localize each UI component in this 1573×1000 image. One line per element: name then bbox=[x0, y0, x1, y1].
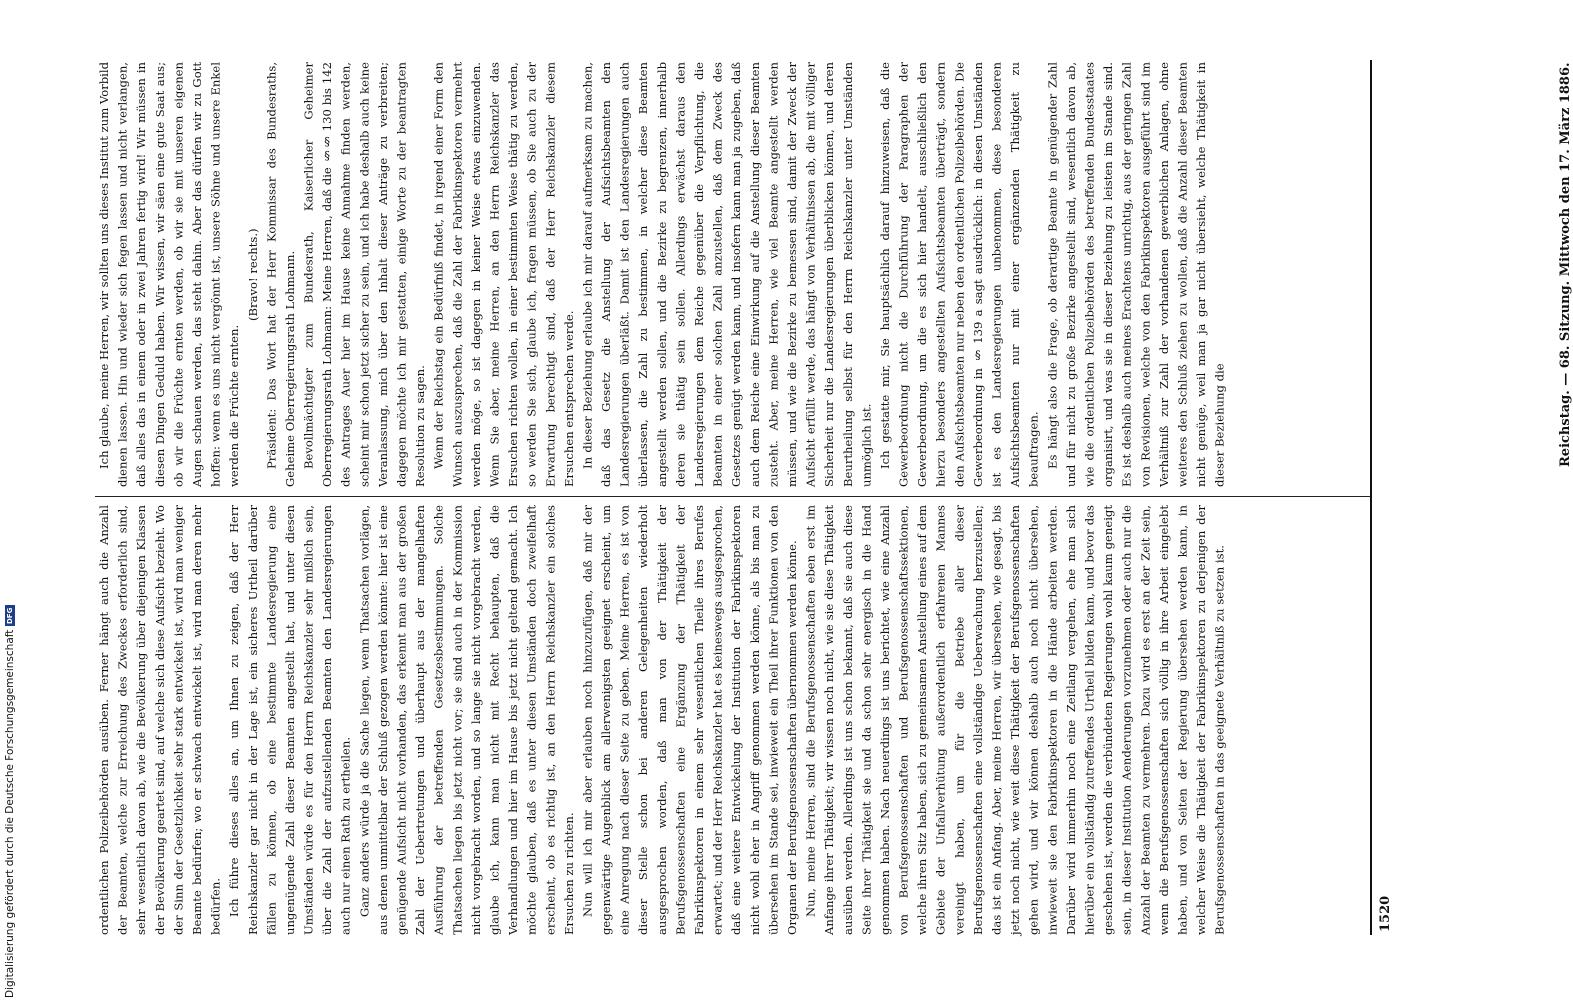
left-paragraph: Bevollmächtigter zum Bundesrath, Kaiserlicher Geheimer Oberregierungsrath Lohmann: Meine Herren, daß die §§ 130 bis 142 des Antrages Auer hier im Hause keine Annahme finden werden, scheint mir schon jetzt sicher zu sein, und ich habe deshalb auch keine Veranlassung, mich über den Inhalt dieser Anträge zu verbreiten; dagegen möchte ich mir gestatten, einige Worte zu der beantragten Resolution zu sagen. bbox=[301, 62, 428, 487]
left-paragraph: Wenn der Reichstag ein Bedürfniß findet, in irgend einer Form den Wunsch auszusprechen, daß die Zahl der Fabrikinspektoren vermehrt werden möge, so ist dagegen in keiner Weise etwas einzuwenden. Wenn Sie aber, meine Herren, an den Herrn Reichskanzler das Ersuchen richten wollen, in einer bestimmten Weise thätig zu werden, so werden Sie sich, glaube ich, fragen müssen, ob Sie auch zu der Erwartung berechtigt sind, daß der Herr Reichskanzler diesem Ersuchen entsprechen werde. bbox=[431, 62, 576, 487]
left-paragraph: (Bravo! rechts.) bbox=[245, 228, 260, 321]
header-page-number: 1520 bbox=[1378, 895, 1393, 932]
left-paragraph: Ich gestatte mir, Sie hauptsächlich darauf hinzuweisen, daß die Gewerbeordnung nicht die Durchführung der Paragraphen der Gewerbeordnung, um die es sich hier handelt, ausschließlich den hierzu besonders angestellten Aufsichtsbeamten überträgt, sondern den Aufsichtsbeamten nur neben den ordentlichen Polizeibehörden. Die Gewerbeordnung in § 139 a sagt ausdrücklich: in diesen Umständen ist es den Landesregierungen unbenommen, diese besonderen Aufsichtsbeamten nur mit einer ergänzenden Thätigkeit zu beauftragen. bbox=[877, 62, 1041, 487]
right-paragraph: Nun will ich mir aber erlauben noch hinzuzufügen, daß mir der gegenwärtige Augenblick am allerwenigsten geeignet erscheint, um eine Anregung nach dieser Seite zu geben. Meine Herren, es ist von dieser Stelle schon bei anderen Gelegenheiten wiederholt ausgesprochen worden, daß man von der Thätigkeit der Berufsgenossenschaften eine Ergänzung der Thätigkeit der Fabrikinspektoren in einem sehr wesentlichen Theile ihres Berufes erwartet; und der Herr Reichskanzler hat es keineswegs ausgesprochen, daß eine weitere Entwickelung der Institution der Fabrikinspektoren nicht wohl eher in Angriff genommen werden könne, als bis man zu übersehen im Stande sei, inwieweit ein Theil ihrer Funktionen von den Organen der Berufsgenossenschaften übernommen werden könne. bbox=[580, 505, 799, 935]
header-rule-line bbox=[1370, 60, 1372, 935]
footer-credit-vertical bbox=[2, 598, 18, 998]
right-column-text bbox=[95, 505, 1375, 935]
right-paragraph: Nun, meine Herren, sind die Berufsgenossenschaften eben erst im Anfange ihrer Thätigkeit; wir wissen noch nicht, wie sie diese Thätigkeit ausüben werden. Allerdings ist uns schon bekannt, daß sie auch diese Seite ihrer Thätigkeit sie und da schon sehr energisch in die Hand genommen haben. Nach neuerdings ist uns berichtet, wie eine Anzahl von Berufsgenossenschaften und Berufsgenossenschaftssektionen, welche ihren Sitz haben, sich zu gemeinsamen Anstellung eines auf dem Gebiete der Unfallverhütung außerordentlich erfahrenen Mannes vereinigt haben, um für die Betriebe aller dieser Berufsgenossenschaften eine vollständige Ueberwachung herzustellen; das ist ein Anfang. Aber, meine Herren, wir übersehen, wie gesagt, bis jetzt noch nicht, wie weit diese Thätigkeit der Berufsgenossenschaften gehen wird, und wir können deshalb auch noch nicht übersehen, inwieweit sie den Fabrikinspektoren in die Hände arbeiten werden. Darüber wird immerhin noch eine Zeitlang vergehen, ehe man sich hierüber ein vollständig zutreffendes Urtheil bilden kann, und bevor das geschehen ist, werden die verbündeten Regierungen wohl kaum geneigt sein, in dieser Institution Aenderungen vorzunehmen oder auch nur die Anzahl der Beamten zu vermehren. Dazu wird es erst an der Zeit sein, wenn die Berufsgenossenschaften sich völlig in ihre Arbeit eingelebt haben, und von Seiten der Regierung übersehen werden kann, in welcher Weise die Thätigkeit der Fabrikinspektoren zu derjenigen der Berufsgenossenschaften in das geeignete Verhältniß zu setzen ist. bbox=[803, 505, 1227, 935]
right-paragraph: Ich führe dieses alles an, um Ihnen zu zeigen, daß der Herr Reichskanzler gar nicht in der Lage ist, ein sicheres Urtheil darüber fällen zu können, ob eine bestimmte Landesregierung eine ungenügende Zahl dieser Beamten angestellt hat, und unter diesen Umständen würde es für den Herrn Reichskanzler sehr mißlich sein, über die Zahl der aufzustellenden Beamten den Landesregierungen auch nur einen Rath zu ertheilen. bbox=[227, 505, 353, 935]
footer-credit-text: Digitalisierung gefördert durch die Deutsche Forschungsgemeinschaft bbox=[4, 629, 16, 998]
left-paragraph: In dieser Beziehung erlaube ich mir darauf aufmerksam zu machen, daß das Gesetz die Anstellung der Aufsichtsbeamten den Landesregierungen überläßt. Damit ist den Landesregierungen auch überlassen, die Zahl zu bestimmen, in welcher diese Beamten angestellt werden sollen, und die Bezirke zu begrenzen, innerhalb deren sie thätig sein sollen. Allerdings erwächst daraus den Landesregierungen dem Reiche gegenüber die Verpflichtung, die Beamten in einer solchen Zahl anzustellen, daß dem Zweck des Gesetzes genügt werden kann, und insofern kann man ja zugeben, daß auch dem Reiche eine Einwirkung auf die Anstellung dieser Beamten zusteht. Aber, meine Herren, wie viel Beamte angestellt werden müssen, und wie die Bezirke zu bemessen sind, damit der Zweck der Aufsicht erfüllt werde, das hängt von Verhältnissen ab, die mit völliger Sicherheit nur die Landesregierungen überblicken können, und deren Beurtheilung selbst für den Herrn Reichskanzler unter Umständen unmöglich ist. bbox=[580, 62, 874, 487]
right-paragraph: Ganz anders würde ja die Sache liegen, wenn Thatsachen vorlägen, aus denen unmittelbar der Schluß gezogen werden könnte: hier ist eine genügende Aufsicht nicht vorhanden, das erkennt man aus der großen Zahl der Uebertretungen und überhaupt aus der mangelhaften Ausführung der betreffenden Gesetzesbestimmungen. Solche Thatsachen liegen bis jetzt nicht vor; sie sind auch in der Kommission nicht vorgebracht worden, und so lange sie nicht vorgebracht werden, glaube ich, kann man nicht mit Recht behaupten, daß die Verhandlungen und hier im Hause bis jetzt nicht geltend gemacht. Ich möchte glauben, daß es unter diesen Umständen doch zweifelhaft erscheint, ob es richtig ist, an den Herrn Reichskanzler ein solches Ersuchen zu richten. bbox=[357, 505, 576, 935]
column-rule-line bbox=[95, 496, 1370, 497]
left-column-text bbox=[95, 62, 1375, 487]
dfg-logo-mark: DFG bbox=[6, 607, 14, 624]
right-paragraph: ordentlichen Polizeibehörden ausüben. Ferner hängt auch die Anzahl der Beamten, welche zur Erreichung des Zweckes erforderlich sind, sehr wesentlich davon ab, wie die Bevölkerung über diejenigen Klassen der Bevölkerung geartet sind, auf welche sich diese Aufsicht bezieht. Wo der Sinn der Gesetzlichkeit sehr stark entwickelt ist, wird man weniger Beamte bedürfen; wo er schwach entwickelt ist, wird man deren mehr bedürfen. bbox=[97, 505, 223, 935]
left-paragraph: Es hängt also die Frage, ob derartige Beamte in genügender Zahl und für nicht zu große Bezirke angestellt sind, wesentlich davon ab, wie die ordentlichen Polizeibehörden des betreffenden Bundesstaates organisirt, und was sie in dieser Beziehung zu leisten im Stande sind. Es ist deshalb auch meines Erachtens unrichtig, aus der geringen Zahl von Revisionen, welche von den Fabrikinspektoren ausgeführt sind im Verhältniß zur Zahl der vorhandenen gewerblichen Anlagen, ohne weiteres den Schluß ziehen zu wollen, daß die Anzahl dieser Beamten nicht genüge, weil man ja gar nicht übersieht, welche Thätigkeit in dieser Beziehung die bbox=[1045, 62, 1227, 487]
page-header: 1520 Reichstag. — 68. Sitzung. Mittwoch den 17. März 1886. bbox=[1378, 62, 1573, 932]
left-paragraph: Präsident: Das Wort hat der Herr Kommissar des Bundesraths, Geheime Oberregierungsrath Lohmann. bbox=[264, 62, 297, 487]
left-paragraph: Ich glaube, meine Herren, wir sollten uns dieses Institut zum Vorbild dienen lassen. Hin und wieder sich fegen lassen und nicht verlangen, daß alles das in einem oder in zwei Jahren fertig wird! Wir müssen in diesen Dingen Geduld haben. Wir wissen, wir säen eine gute Saat aus; ob wir die Früchte ernten werden, ob wir sie mit unseren eigenen Augen schauen werden, das steht dahin. Aber das dürfen wir zu Gott hoffen: wenn es uns nicht vergönnt ist, unsere Söhne und unsere Enkel werden die Früchte ernten. bbox=[97, 62, 242, 487]
